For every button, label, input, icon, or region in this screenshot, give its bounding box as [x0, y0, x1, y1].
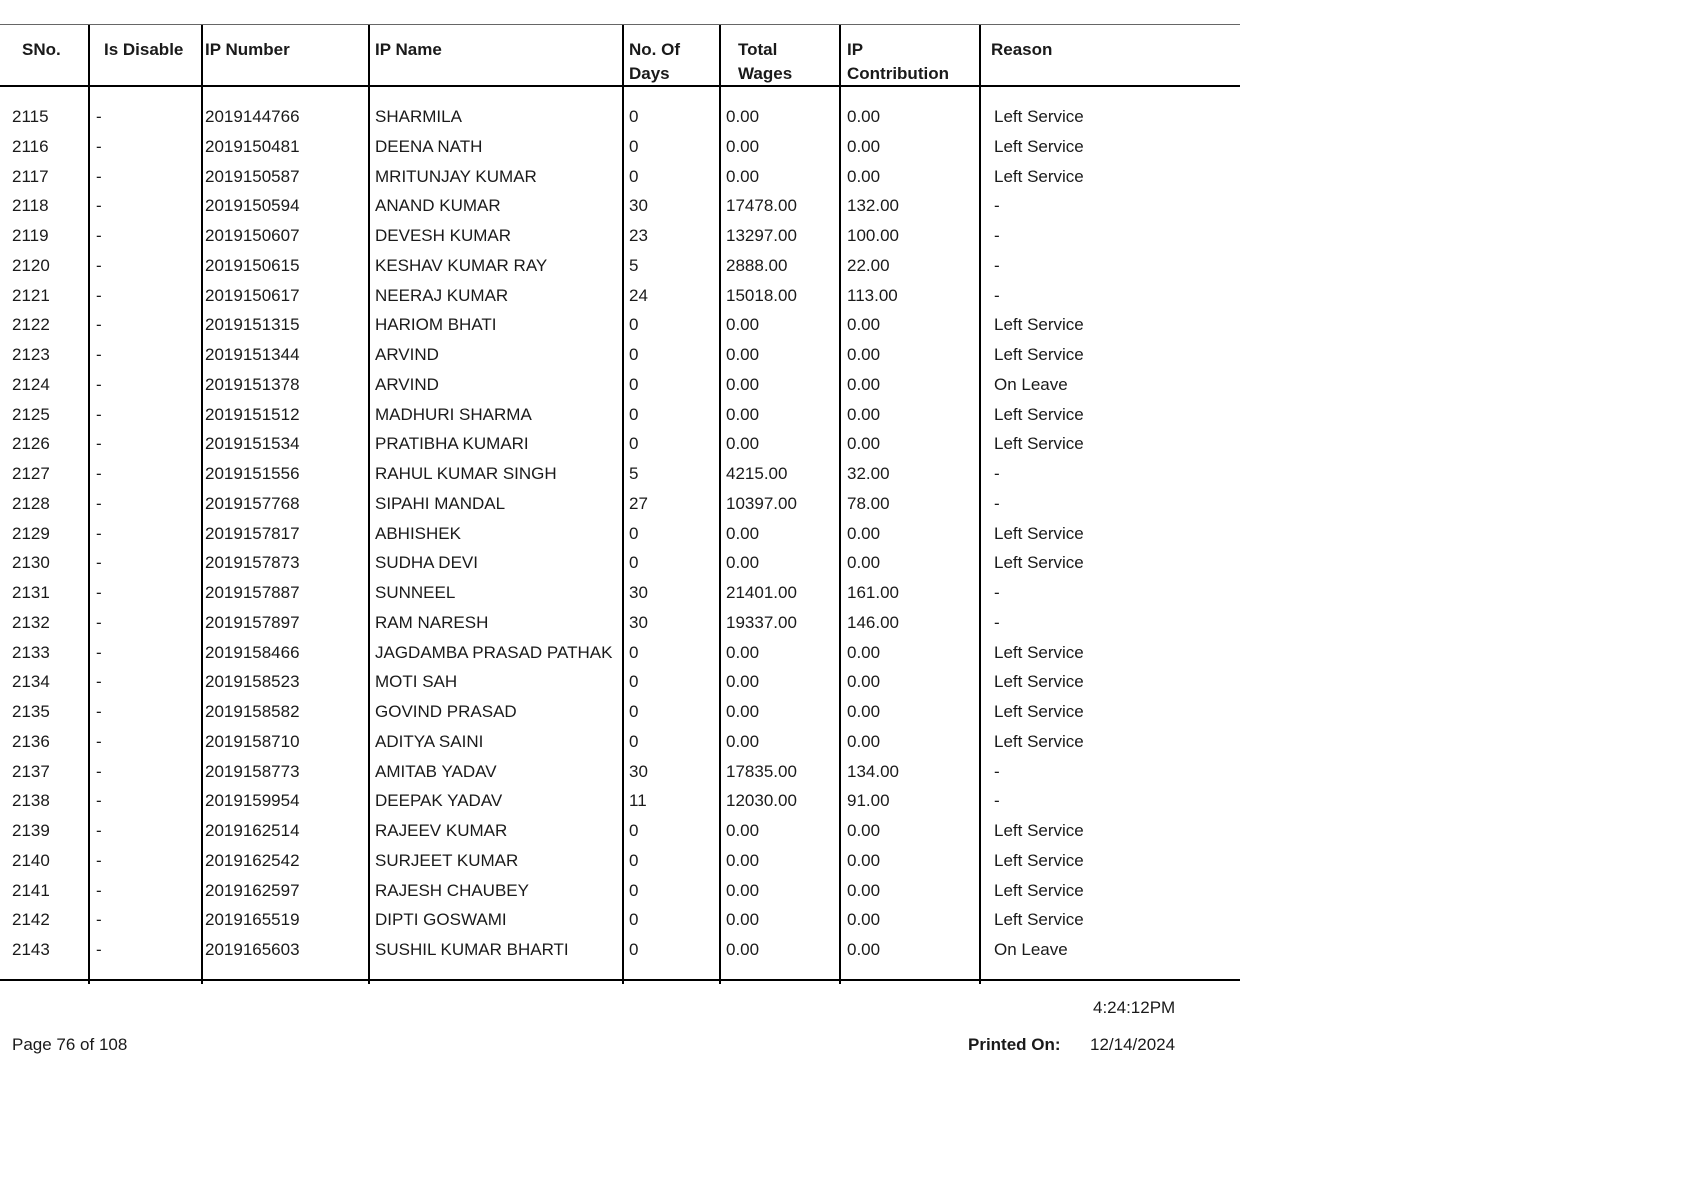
cell-ip-number: 2019150481: [205, 136, 300, 156]
cell-ip-number: 2019150615: [205, 255, 300, 275]
header-no-of-days-line2: Days: [629, 64, 670, 83]
cell-ip-name: SUDHA DEVI: [375, 553, 478, 573]
header-ip-contribution-line1: IP: [847, 40, 864, 59]
cell-is-disable: -: [96, 464, 102, 483]
cell-is-disable: -: [96, 315, 102, 335]
table-row: [0, 758, 1240, 788]
cell-reason: Left Service: [994, 850, 1084, 870]
cell-ip-number: 2019157817: [205, 523, 300, 543]
cell-total-wages: 0.00: [726, 315, 760, 335]
cell-sno: 2136: [12, 731, 50, 751]
cell-ip-contribution: 0.00: [847, 702, 881, 721]
cell-is-disable: -: [96, 136, 102, 156]
cell-reason: On Leave: [994, 940, 1068, 959]
cell-reason: -: [994, 196, 1000, 216]
cell-ip-name: MADHURI SHARMA: [375, 404, 532, 424]
header-sno: SNo.: [22, 40, 61, 59]
cell-ip-name: KESHAV KUMAR RAY: [375, 255, 548, 275]
cell-sno: 2132: [12, 612, 50, 632]
cell-total-wages: 17835.00: [726, 761, 797, 781]
cell-sno: 2116: [12, 136, 49, 156]
cell-ip-name: SURJEET KUMAR: [375, 850, 519, 870]
cell-ip-name: DEENA NATH: [375, 136, 483, 156]
table-row: [0, 728, 1240, 758]
table-row: [0, 906, 1240, 936]
header-is-disable: Is Disable: [104, 40, 184, 59]
cell-reason: Left Service: [994, 166, 1084, 186]
header-ip-name: IP Name: [375, 40, 442, 59]
cell-reason: Left Service: [994, 523, 1084, 543]
cell-sno: 2122: [12, 315, 50, 335]
cell-reason: -: [994, 493, 1000, 513]
cell-reason: Left Service: [994, 702, 1084, 721]
table-row: [0, 252, 1240, 282]
cell-total-wages: 2888.00: [726, 255, 788, 275]
cell-total-wages: 0.00: [726, 553, 760, 573]
cell-ip-number: 2019159954: [205, 791, 300, 811]
cell-ip-name: HARIOM BHATI: [375, 315, 497, 335]
cell-ip-number: 2019158523: [205, 672, 300, 692]
table-row: [0, 490, 1240, 520]
cell-is-disable: -: [96, 166, 102, 186]
cell-ip-name: RAHUL KUMAR SINGH: [375, 464, 557, 483]
cell-is-disable: -: [96, 226, 102, 245]
cell-sno: 2129: [12, 523, 50, 543]
cell-is-disable: -: [96, 880, 102, 900]
header-ip-number: IP Number: [205, 40, 290, 59]
cell-ip-name: DEEPAK YADAV: [375, 791, 503, 811]
cell-ip-contribution: 0.00: [847, 731, 881, 751]
cell-reason: -: [994, 612, 1000, 632]
cell-ip-number: 2019158710: [205, 731, 300, 751]
cell-total-wages: 15018.00: [726, 285, 797, 305]
table-row: [0, 817, 1240, 847]
printed-on-label: Printed On:: [968, 1035, 1061, 1054]
cell-ip-name: ADITYA SAINI: [375, 731, 484, 751]
cell-sno: 2137: [12, 761, 50, 781]
cell-total-wages: 0.00: [726, 940, 760, 959]
cell-is-disable: -: [96, 523, 102, 543]
cell-ip-contribution: 91.00: [847, 791, 890, 811]
cell-reason: On Leave: [994, 374, 1068, 394]
cell-reason: Left Service: [994, 672, 1084, 692]
cell-ip-contribution: 0.00: [847, 940, 881, 959]
cell-ip-contribution: 0.00: [847, 434, 881, 454]
cell-total-wages: 0.00: [726, 672, 760, 692]
cell-no-of-days: 0: [629, 315, 639, 335]
cell-ip-number: 2019151534: [205, 434, 300, 454]
cell-no-of-days: 0: [629, 642, 639, 662]
table-row: [0, 341, 1240, 371]
cell-reason: Left Service: [994, 553, 1084, 573]
cell-total-wages: 0.00: [726, 434, 760, 454]
cell-sno: 2141: [12, 880, 50, 900]
cell-total-wages: 0.00: [726, 880, 760, 900]
cell-total-wages: 4215.00: [726, 464, 788, 483]
cell-no-of-days: 0: [629, 345, 639, 364]
cell-ip-number: 2019157897: [205, 612, 300, 632]
table-row: [0, 698, 1240, 728]
cell-ip-number: 2019157768: [205, 493, 300, 513]
cell-total-wages: 0.00: [726, 702, 760, 721]
header-no-of-days-line1: No. Of: [629, 40, 680, 59]
cell-sno: 2124: [12, 374, 50, 394]
cell-sno: 2115: [12, 107, 49, 126]
cell-is-disable: -: [96, 583, 102, 602]
table-row: [0, 222, 1240, 252]
cell-no-of-days: 0: [629, 136, 639, 156]
cell-total-wages: 19337.00: [726, 612, 797, 632]
header-no-of-days: [629, 38, 680, 86]
cell-ip-name: ARVIND: [375, 345, 439, 364]
header-ip-contribution: [847, 38, 949, 86]
cell-sno: 2123: [12, 345, 50, 364]
cell-reason: Left Service: [994, 136, 1084, 156]
cell-reason: -: [994, 255, 1000, 275]
cell-ip-name: RAJESH CHAUBEY: [375, 880, 529, 900]
header-ip-contribution-line2: Contribution: [847, 64, 949, 83]
cell-total-wages: 0.00: [726, 910, 760, 930]
cell-reason: -: [994, 791, 1000, 811]
cell-no-of-days: 0: [629, 672, 639, 692]
cell-ip-contribution: 0.00: [847, 107, 881, 126]
cell-no-of-days: 0: [629, 166, 639, 186]
cell-ip-contribution: 0.00: [847, 166, 881, 186]
header-total-wages: [738, 38, 792, 86]
cell-ip-number: 2019151315: [205, 315, 300, 335]
cell-sno: 2139: [12, 821, 50, 840]
cell-no-of-days: 0: [629, 702, 639, 721]
cell-sno: 2131: [12, 583, 50, 602]
cell-is-disable: -: [96, 107, 102, 126]
cell-sno: 2142: [12, 910, 50, 930]
cell-ip-name: DIPTI GOSWAMI: [375, 910, 507, 930]
cell-no-of-days: 0: [629, 434, 639, 454]
cell-ip-number: 2019162542: [205, 850, 300, 870]
table-row: [0, 371, 1240, 401]
cell-ip-number: 2019165519: [205, 910, 300, 930]
cell-reason: Left Service: [994, 642, 1084, 662]
cell-no-of-days: 0: [629, 880, 639, 900]
cell-is-disable: -: [96, 940, 102, 959]
header-reason: Reason: [991, 40, 1053, 59]
cell-no-of-days: 0: [629, 404, 639, 424]
cell-reason: -: [994, 464, 1000, 483]
cell-ip-name: SUSHIL KUMAR BHARTI: [375, 940, 569, 959]
cell-is-disable: -: [96, 910, 102, 930]
header-total-wages-line1: Total: [738, 40, 778, 59]
page-number: Page 76 of 108: [12, 1035, 128, 1054]
cell-is-disable: -: [96, 255, 102, 275]
cell-total-wages: 0.00: [726, 642, 760, 662]
cell-ip-contribution: 0.00: [847, 910, 881, 930]
cell-ip-number: 2019157873: [205, 553, 300, 573]
cell-total-wages: 21401.00: [726, 583, 797, 602]
cell-ip-number: 2019150594: [205, 196, 300, 216]
cell-no-of-days: 30: [629, 196, 648, 216]
cell-reason: Left Service: [994, 315, 1084, 335]
cell-ip-contribution: 0.00: [847, 672, 881, 692]
cell-reason: Left Service: [994, 404, 1084, 424]
cell-is-disable: -: [96, 196, 102, 216]
table-bottom-rule: [0, 979, 1240, 981]
cell-sno: 2125: [12, 404, 50, 424]
cell-ip-name: MOTI SAH: [375, 672, 458, 692]
cell-ip-number: 2019158466: [205, 642, 300, 662]
cell-reason: -: [994, 761, 1000, 781]
cell-ip-name: MRITUNJAY KUMAR: [375, 166, 537, 186]
cell-no-of-days: 5: [629, 255, 639, 275]
table-row: [0, 401, 1240, 431]
header-bottom-rule: [0, 85, 1240, 87]
cell-total-wages: 0.00: [726, 136, 760, 156]
cell-reason: -: [994, 285, 1000, 305]
cell-ip-number: 2019150587: [205, 166, 300, 186]
header-total-wages-line2: Wages: [738, 64, 793, 83]
cell-sno: 2133: [12, 642, 50, 662]
table-body: [0, 103, 1240, 966]
cell-ip-number: 2019151556: [205, 464, 300, 483]
cell-sno: 2119: [12, 226, 49, 245]
cell-total-wages: 10397.00: [726, 493, 797, 513]
cell-no-of-days: 0: [629, 731, 639, 751]
cell-total-wages: 0.00: [726, 166, 760, 186]
cell-total-wages: 0.00: [726, 523, 760, 543]
cell-ip-name: RAJEEV KUMAR: [375, 821, 508, 840]
table-row: [0, 847, 1240, 877]
cell-sno: 2138: [12, 791, 50, 811]
cell-reason: -: [994, 226, 1000, 245]
cell-total-wages: 0.00: [726, 107, 760, 126]
cell-no-of-days: 30: [629, 761, 648, 781]
cell-no-of-days: 0: [629, 553, 639, 573]
table-row: [0, 311, 1240, 341]
table-row: [0, 787, 1240, 817]
cell-is-disable: -: [96, 702, 102, 721]
cell-sno: 2134: [12, 672, 50, 692]
table-row: [0, 549, 1240, 579]
table-row: [0, 133, 1240, 163]
cell-sno: 2118: [12, 196, 49, 216]
cell-ip-contribution: 0.00: [847, 315, 881, 335]
cell-reason: -: [994, 583, 1000, 602]
cell-ip-number: 2019150617: [205, 285, 300, 305]
cell-ip-contribution: 0.00: [847, 136, 881, 156]
cell-ip-contribution: 0.00: [847, 821, 881, 840]
cell-reason: Left Service: [994, 880, 1084, 900]
table-row: [0, 163, 1240, 193]
cell-ip-name: GOVIND PRASAD: [375, 702, 517, 721]
cell-is-disable: -: [96, 672, 102, 692]
cell-is-disable: -: [96, 731, 102, 751]
cell-ip-contribution: 0.00: [847, 345, 881, 364]
cell-ip-contribution: 0.00: [847, 850, 881, 870]
cell-ip-contribution: 132.00: [847, 196, 899, 216]
cell-no-of-days: 27: [629, 493, 648, 513]
cell-is-disable: -: [96, 493, 102, 513]
cell-ip-contribution: 161.00: [847, 583, 899, 602]
cell-sno: 2127: [12, 464, 50, 483]
cell-ip-number: 2019151512: [205, 404, 300, 424]
table-row: [0, 430, 1240, 460]
cell-ip-name: NEERAJ KUMAR: [375, 285, 509, 305]
cell-total-wages: 0.00: [726, 374, 760, 394]
cell-is-disable: -: [96, 761, 102, 781]
cell-no-of-days: 0: [629, 940, 639, 959]
cell-ip-number: 2019157887: [205, 583, 300, 602]
cell-ip-number: 2019158773: [205, 761, 300, 781]
cell-ip-number: 2019151344: [205, 345, 300, 364]
cell-ip-contribution: 113.00: [847, 285, 898, 305]
table-row: [0, 877, 1240, 907]
table-row: [0, 609, 1240, 639]
cell-ip-number: 2019162597: [205, 880, 300, 900]
cell-ip-contribution: 32.00: [847, 464, 890, 483]
cell-reason: Left Service: [994, 107, 1084, 126]
cell-no-of-days: 0: [629, 910, 639, 930]
cell-is-disable: -: [96, 404, 102, 424]
cell-ip-number: 2019165603: [205, 940, 300, 959]
cell-ip-contribution: 0.00: [847, 404, 881, 424]
cell-ip-number: 2019150607: [205, 226, 300, 245]
cell-sno: 2135: [12, 702, 50, 721]
table-row: [0, 282, 1240, 312]
cell-ip-number: 2019144766: [205, 107, 300, 126]
cell-ip-name: ARVIND: [375, 374, 439, 394]
cell-is-disable: -: [96, 850, 102, 870]
cell-no-of-days: 23: [629, 226, 648, 245]
cell-sno: 2128: [12, 493, 50, 513]
cell-ip-number: 2019151378: [205, 374, 300, 394]
cell-is-disable: -: [96, 642, 102, 662]
cell-is-disable: -: [96, 612, 102, 632]
cell-ip-contribution: 0.00: [847, 374, 881, 394]
cell-ip-number: 2019162514: [205, 821, 300, 840]
cell-total-wages: 0.00: [726, 850, 760, 870]
cell-no-of-days: 5: [629, 464, 639, 483]
cell-no-of-days: 0: [629, 523, 639, 543]
cell-is-disable: -: [96, 434, 102, 454]
table-row: [0, 668, 1240, 698]
cell-sno: 2130: [12, 553, 50, 573]
cell-no-of-days: 30: [629, 612, 648, 632]
print-date: 12/14/2024: [1090, 1035, 1176, 1054]
cell-ip-name: SUNNEEL: [375, 583, 456, 602]
cell-no-of-days: 30: [629, 583, 648, 602]
cell-total-wages: 0.00: [726, 821, 760, 840]
table-row: [0, 192, 1240, 222]
table-header: [0, 25, 1240, 85]
cell-is-disable: -: [96, 285, 102, 305]
cell-sno: 2140: [12, 850, 50, 870]
cell-reason: Left Service: [994, 910, 1084, 930]
cell-ip-contribution: 100.00: [847, 226, 899, 245]
cell-sno: 2117: [12, 166, 49, 186]
cell-no-of-days: 11: [629, 791, 647, 811]
cell-no-of-days: 0: [629, 821, 639, 840]
cell-ip-contribution: 146.00: [847, 612, 899, 632]
cell-ip-name: PRATIBHA KUMARI: [375, 434, 529, 454]
cell-no-of-days: 0: [629, 374, 639, 394]
table-row: [0, 579, 1240, 609]
table-row: [0, 520, 1240, 550]
cell-ip-contribution: 0.00: [847, 553, 881, 573]
cell-ip-contribution: 22.00: [847, 255, 890, 275]
cell-sno: 2120: [12, 255, 50, 275]
cell-is-disable: -: [96, 553, 102, 573]
cell-ip-contribution: 0.00: [847, 642, 881, 662]
cell-ip-name: JAGDAMBA PRASAD PATHAK: [375, 642, 613, 662]
cell-ip-contribution: 0.00: [847, 880, 881, 900]
cell-no-of-days: 24: [629, 285, 648, 305]
table-row: [0, 936, 1240, 966]
cell-total-wages: 17478.00: [726, 196, 797, 216]
cell-ip-name: AMITAB YADAV: [375, 761, 497, 781]
cell-reason: Left Service: [994, 731, 1084, 751]
cell-ip-contribution: 78.00: [847, 493, 890, 513]
cell-is-disable: -: [96, 821, 102, 840]
cell-ip-name: DEVESH KUMAR: [375, 226, 512, 245]
cell-sno: 2121: [12, 285, 50, 305]
cell-ip-name: ABHISHEK: [375, 523, 461, 543]
cell-is-disable: -: [96, 345, 102, 364]
cell-total-wages: 13297.00: [726, 226, 797, 245]
cell-ip-number: 2019158582: [205, 702, 300, 721]
table-row: [0, 460, 1240, 490]
cell-total-wages: 0.00: [726, 345, 760, 364]
table-row: [0, 103, 1240, 133]
cell-reason: Left Service: [994, 434, 1084, 454]
cell-ip-contribution: 0.00: [847, 523, 881, 543]
cell-ip-name: ANAND KUMAR: [375, 196, 501, 216]
cell-sno: 2143: [12, 940, 50, 959]
cell-ip-contribution: 134.00: [847, 761, 899, 781]
cell-reason: Left Service: [994, 821, 1084, 840]
cell-reason: Left Service: [994, 345, 1084, 364]
cell-no-of-days: 0: [629, 850, 639, 870]
cell-total-wages: 0.00: [726, 404, 760, 424]
cell-total-wages: 12030.00: [726, 791, 797, 811]
cell-ip-name: SIPAHI MANDAL: [375, 493, 506, 513]
cell-is-disable: -: [96, 374, 102, 394]
print-time: 4:24:12PM: [1093, 998, 1176, 1017]
cell-ip-name: RAM NARESH: [375, 612, 489, 632]
cell-total-wages: 0.00: [726, 731, 760, 751]
cell-no-of-days: 0: [629, 107, 639, 126]
cell-sno: 2126: [12, 434, 50, 454]
cell-ip-name: SHARMILA: [375, 107, 462, 126]
table-row: [0, 639, 1240, 669]
cell-is-disable: -: [96, 791, 102, 811]
